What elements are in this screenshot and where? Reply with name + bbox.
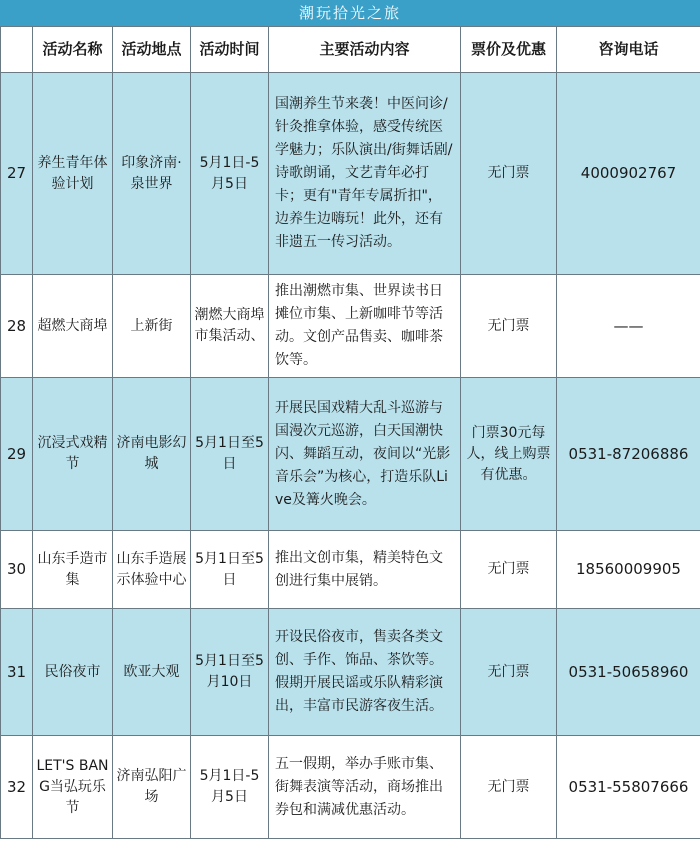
header-name: 活动名称 — [33, 27, 113, 73]
table-row — [1, 73, 700, 275]
activity-name: LET'S BANG当弘玩乐节 — [33, 736, 113, 839]
phone-number: —— — [557, 275, 700, 378]
row-number: 29 — [1, 378, 33, 531]
activity-name: 山东手造市集 — [33, 531, 113, 609]
header-content: 主要活动内容 — [269, 27, 461, 73]
row-number: 32 — [1, 736, 33, 839]
ticket-info: 无门票 — [461, 531, 557, 609]
row-number: 31 — [1, 609, 33, 736]
row-number: 27 — [1, 73, 33, 275]
header-ticket: 票价及优惠 — [461, 27, 557, 73]
activity-name: 沉浸式戏精节 — [33, 378, 113, 531]
activity-place: 欧亚大观 — [113, 609, 191, 736]
row-number: 28 — [1, 275, 33, 378]
header-place: 活动地点 — [113, 27, 191, 73]
table-row — [1, 609, 700, 736]
activity-name: 民俗夜市 — [33, 609, 113, 736]
header-row — [1, 27, 700, 73]
phone-number: 0531-50658960 — [557, 609, 700, 736]
ticket-info: 无门票 — [461, 275, 557, 378]
activity-place: 济南电影幻城 — [113, 378, 191, 531]
ticket-info: 无门票 — [461, 736, 557, 839]
activity-content: 开展民国戏精大乱斗巡游与国漫次元巡游，白天国潮快闪、舞蹈互动，夜间以“光影音乐会”为核心，打造乐队Live及篝火晚会。 — [269, 378, 461, 531]
activity-content: 推出潮燃市集、世界读书日摊位市集、上新咖啡节等活动。文创产品售卖、咖啡茶饮等。 — [269, 275, 461, 378]
activity-time: 5月1日-5月5日 — [191, 736, 269, 839]
table-row — [1, 378, 700, 531]
phone-number: 18560009905 — [557, 531, 700, 609]
activity-name: 超燃大商埠 — [33, 275, 113, 378]
header-phone: 咨询电话 — [557, 27, 700, 73]
phone-number: 0531-55807666 — [557, 736, 700, 839]
header-time: 活动时间 — [191, 27, 269, 73]
activity-place: 上新街 — [113, 275, 191, 378]
ticket-info: 无门票 — [461, 73, 557, 275]
activity-time: 潮燃大商埠市集活动、 — [191, 275, 269, 378]
activity-content: 国潮养生节来袭！中医问诊/针灸推拿体验，感受传统医学魅力；乐队演出/街舞话剧/诗歌朗诵，文艺青年必打卡；更有"青年专属折扣"，边养生边嗨玩！此外，还有非遗五一传习活动。 — [269, 73, 461, 275]
table-row — [1, 531, 700, 609]
activity-content: 开设民俗夜市，售卖各类文创、手作、饰品、茶饮等。假期开展民谣或乐队精彩演出，丰富市民游客夜生活。 — [269, 609, 461, 736]
activity-table — [0, 26, 700, 839]
table-title: 潮玩拾光之旅 — [0, 0, 700, 26]
activity-time: 5月1日至5日 — [191, 378, 269, 531]
table-row — [1, 736, 700, 839]
activity-time: 5月1日-5月5日 — [191, 73, 269, 275]
ticket-info: 门票30元每人，线上购票有优惠。 — [461, 378, 557, 531]
activity-place: 济南弘阳广场 — [113, 736, 191, 839]
table-row — [1, 275, 700, 378]
activity-time: 5月1日至5月10日 — [191, 609, 269, 736]
activity-content: 推出文创市集，精美特色文创进行集中展销。 — [269, 531, 461, 609]
ticket-info: 无门票 — [461, 609, 557, 736]
phone-number: 4000902767 — [557, 73, 700, 275]
activity-place: 印象济南·泉世界 — [113, 73, 191, 275]
activity-place: 山东手造展示体验中心 — [113, 531, 191, 609]
activity-content: 五一假期，举办手账市集、街舞表演等活动，商场推出券包和满减优惠活动。 — [269, 736, 461, 839]
phone-number: 0531-87206886 — [557, 378, 700, 531]
activity-name: 养生青年体验计划 — [33, 73, 113, 275]
activity-time: 5月1日至5日 — [191, 531, 269, 609]
header-no — [1, 27, 33, 73]
row-number: 30 — [1, 531, 33, 609]
